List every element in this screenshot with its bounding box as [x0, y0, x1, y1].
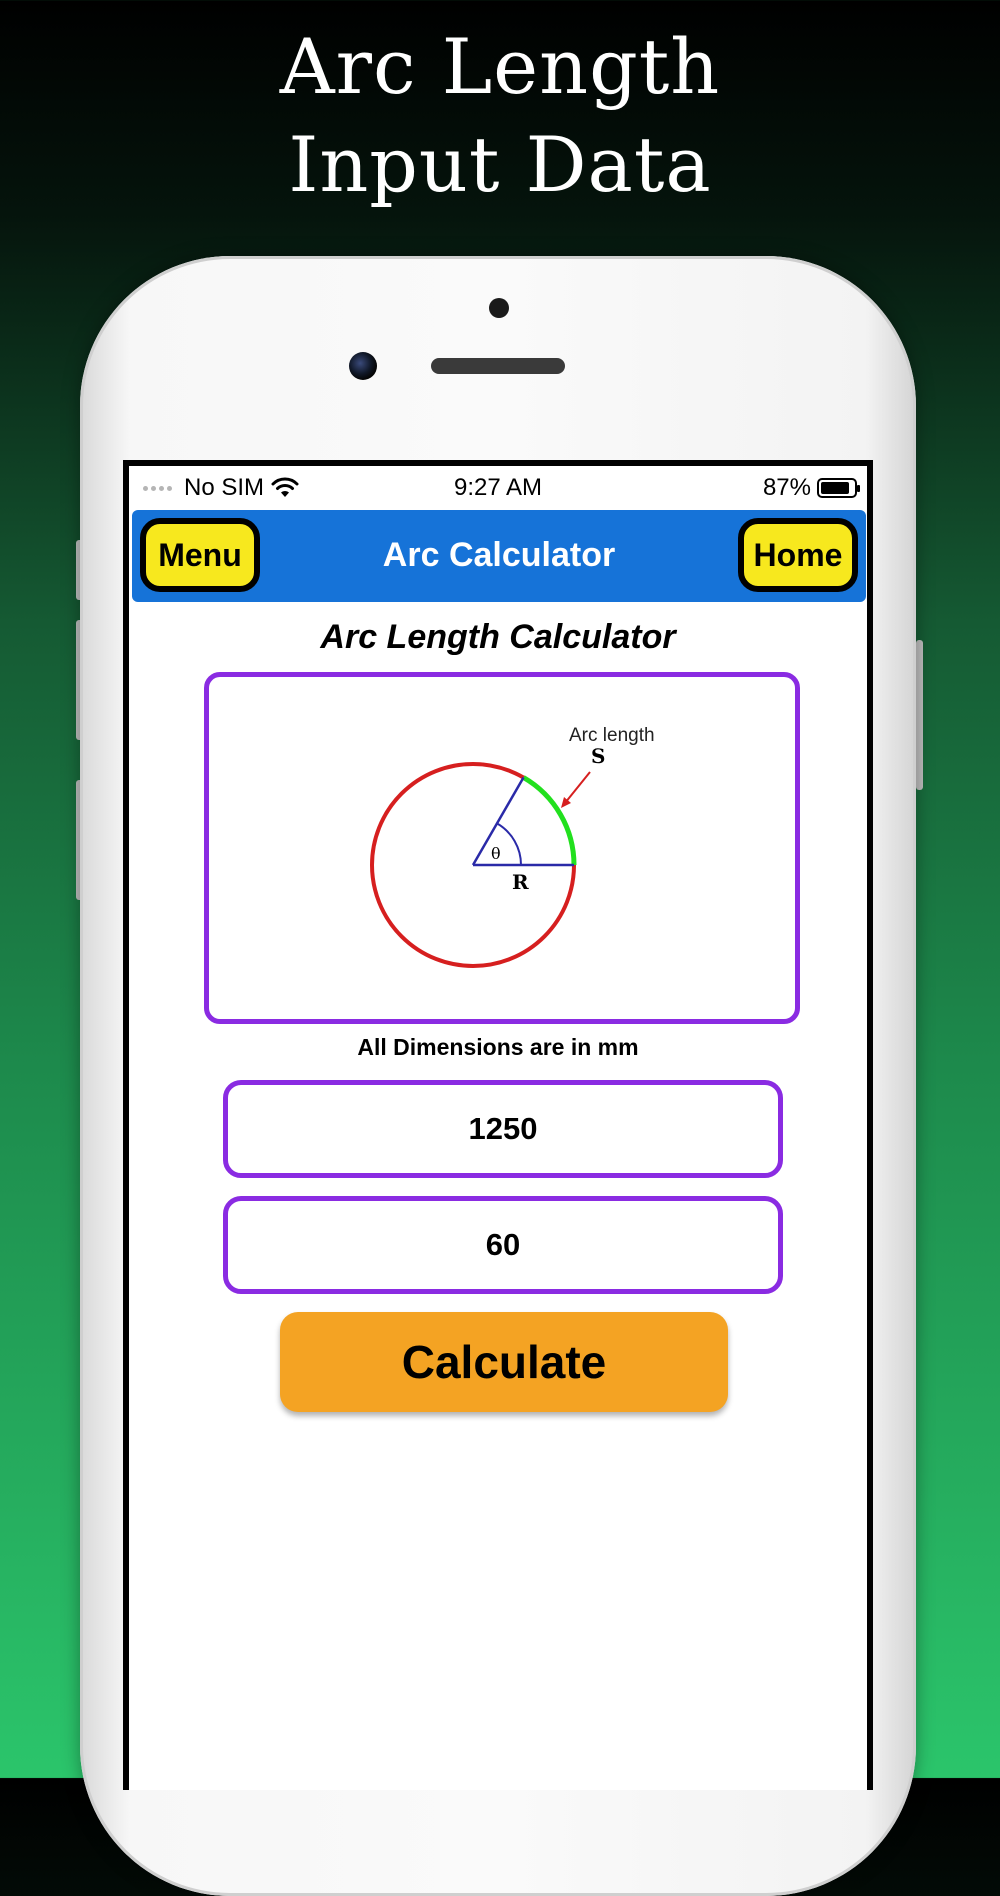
- nav-bar: [132, 510, 866, 602]
- phone-power-button: [916, 640, 923, 790]
- page-title: Arc Length Calculator: [320, 618, 676, 656]
- units-note: All Dimensions are in mm: [357, 1034, 639, 1060]
- radius-symbol: R: [512, 870, 529, 894]
- promo-title: [0, 18, 1000, 214]
- status-time: 9:27 AM: [453, 474, 543, 501]
- arc-pointer-arrow: [565, 772, 590, 803]
- carrier-label: No SIM: [184, 474, 265, 501]
- promo-title-line-1: Arc Length: [279, 22, 721, 111]
- calculate-button[interactable]: Calculate: [280, 1312, 728, 1412]
- radius-input[interactable]: 1250: [223, 1080, 783, 1178]
- battery-percent: 87%: [762, 474, 811, 501]
- menu-button[interactable]: Menu: [140, 518, 260, 592]
- phone-screen: [123, 460, 873, 1790]
- status-right: [763, 474, 857, 502]
- earpiece-speaker: [431, 358, 565, 374]
- angle-input[interactable]: 60: [223, 1196, 783, 1294]
- angle-symbol: θ: [491, 844, 501, 863]
- battery-icon: [817, 478, 857, 498]
- home-button[interactable]: Home: [738, 518, 858, 592]
- arc-diagram-frame: [204, 672, 800, 1024]
- arc-diagram: [209, 677, 795, 1019]
- promo-title-line-2: Input Data: [288, 120, 712, 209]
- front-camera-icon: [349, 352, 377, 380]
- proximity-sensor: [489, 298, 509, 318]
- nav-title: Arc Calculator: [382, 536, 616, 574]
- status-bar: [129, 466, 867, 508]
- arc-symbol: S: [591, 744, 606, 768]
- arc-length-label: Arc length: [569, 725, 655, 746]
- arc-segment: [524, 778, 575, 866]
